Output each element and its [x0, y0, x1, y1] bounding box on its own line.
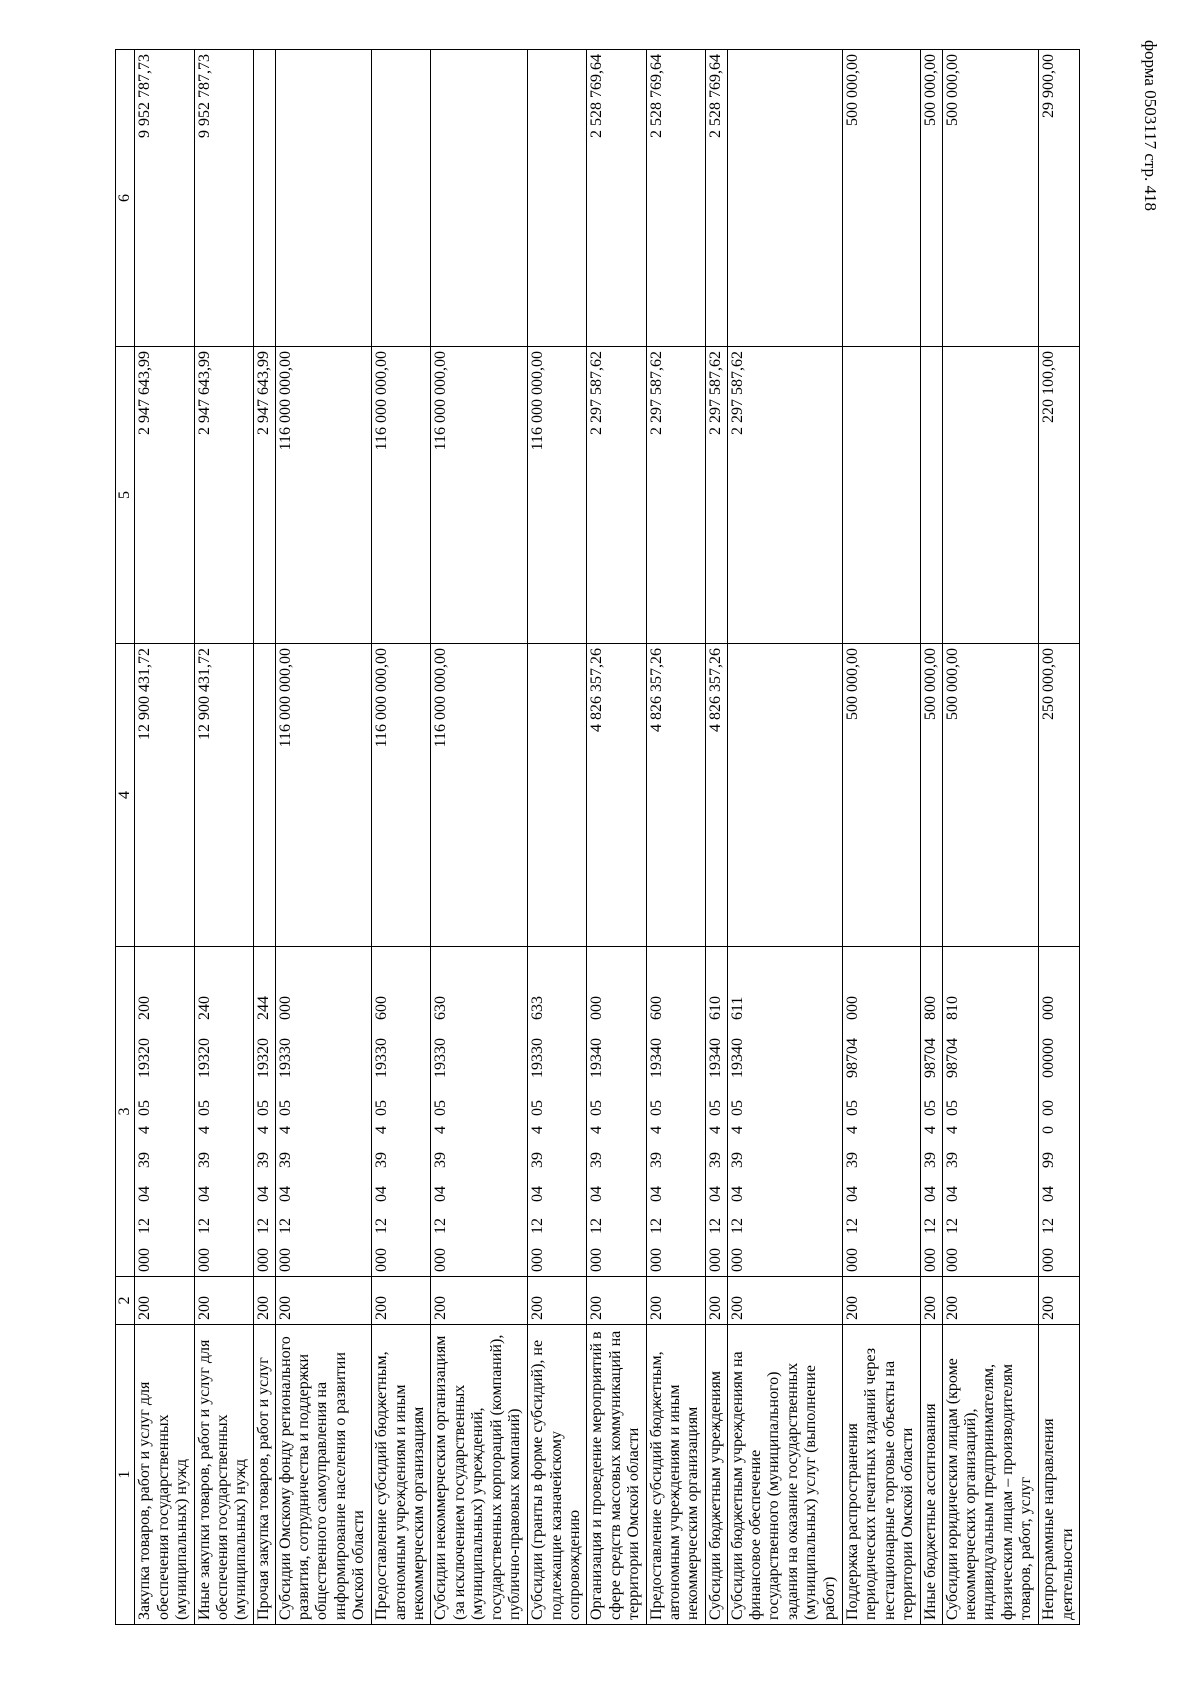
code-segment: 4 [706, 1126, 724, 1134]
code-segment: 200 [136, 996, 154, 1020]
code-segment: 600 [647, 996, 665, 1020]
code-segment: 04 [647, 1186, 665, 1202]
row-name: Иные закупки товаров, работ и услуг для обеспечения государственных (муниципальных) нужд [194, 1325, 253, 1625]
code-segment: 39 [276, 1152, 294, 1168]
row-executed [842, 347, 920, 644]
table-row [705, 50, 727, 1625]
row-executed: 2 297 587,62 [705, 347, 727, 644]
code-segment: 19330 [432, 1038, 450, 1078]
row-unexecuted: 500 000,00 [842, 50, 920, 347]
code-segment: 04 [1040, 1186, 1058, 1202]
code-segment: 4 [432, 1126, 450, 1134]
code-segment: 39 [136, 1152, 154, 1168]
code-segment: 04 [432, 1186, 450, 1202]
code-segment: 240 [195, 996, 213, 1020]
table-row [135, 50, 194, 1625]
row-executed: 2 947 643,99 [135, 347, 194, 644]
row-budget-code [253, 947, 275, 1277]
row-approved: 116 000 000,00 [372, 644, 431, 947]
row-name: Субсидии бюджетным учреждениям на финансовое обеспечение государственного (муниципального) задания на оказание государственных (муниципальных) услуг (выполнение работ) [727, 1325, 842, 1625]
row-line-code: 200 [587, 1277, 646, 1325]
code-segment: 05 [254, 1100, 272, 1116]
row-approved: 500 000,00 [842, 644, 920, 947]
row-approved: 4 826 357,26 [705, 644, 727, 947]
row-name: Предоставление субсидий бюджетным, автономным учреждениям и иным некоммерческим организациям [646, 1325, 705, 1625]
row-name: Поддержка распространения периодических печатных изданий через нестационарные торговые объекты на территории Омской области [842, 1325, 920, 1625]
row-budget-code [431, 947, 528, 1277]
code-segment: 05 [728, 1100, 746, 1116]
code-segment: 610 [706, 996, 724, 1020]
row-unexecuted: 9 952 787,73 [194, 50, 253, 347]
code-segment: 000 [921, 1248, 939, 1272]
row-executed: 116 000 000,00 [431, 347, 528, 644]
code-segment: 000 [588, 996, 606, 1020]
code-segment: 000 [276, 1248, 294, 1272]
row-unexecuted: 29 900,00 [1039, 50, 1080, 347]
table-row [431, 50, 528, 1625]
row-executed: 116 000 000,00 [372, 347, 431, 644]
row-executed [920, 347, 942, 644]
code-segment: 000 [1040, 996, 1058, 1020]
row-approved [727, 644, 842, 947]
code-segment: 4 [254, 1126, 272, 1134]
code-segment: 4 [943, 1126, 961, 1134]
code-segment: 000 [276, 996, 294, 1020]
form-label: форма 0503117 стр. 418 [1141, 40, 1160, 211]
row-approved [253, 644, 275, 947]
code-segment: 19330 [276, 1038, 294, 1078]
code-segment: 04 [588, 1186, 606, 1202]
row-executed: 116 000 000,00 [528, 347, 587, 644]
code-segment: 4 [195, 1126, 213, 1134]
code-segment: 810 [943, 996, 961, 1020]
row-approved: 12 900 431,72 [194, 644, 253, 947]
code-segment: 05 [529, 1100, 547, 1116]
code-segment: 12 [254, 1218, 272, 1234]
row-approved: 12 900 431,72 [135, 644, 194, 947]
row-unexecuted [727, 50, 842, 347]
code-segment: 19320 [254, 1038, 272, 1078]
code-segment: 39 [254, 1152, 272, 1168]
code-segment: 12 [373, 1218, 391, 1234]
code-segment: 19340 [706, 1038, 724, 1078]
code-segment: 244 [254, 996, 272, 1020]
code-segment: 000 [529, 1248, 547, 1272]
row-executed: 220 100,00 [1039, 347, 1080, 644]
code-segment: 12 [706, 1218, 724, 1234]
row-executed: 2 297 587,62 [727, 347, 842, 644]
code-segment: 04 [706, 1186, 724, 1202]
table-row [646, 50, 705, 1625]
row-executed: 2 297 587,62 [587, 347, 646, 644]
code-segment: 19340 [647, 1038, 665, 1078]
row-unexecuted [253, 50, 275, 347]
row-unexecuted [528, 50, 587, 347]
row-unexecuted: 500 000,00 [920, 50, 942, 347]
row-line-code: 200 [646, 1277, 705, 1325]
code-segment: 12 [276, 1218, 294, 1234]
table-row [842, 50, 920, 1625]
row-unexecuted: 2 528 769,64 [705, 50, 727, 347]
code-segment: 39 [588, 1152, 606, 1168]
code-segment: 04 [136, 1186, 154, 1202]
row-name: Субсидии (гранты в форме субсидий), не подлежащие казначейскому сопровождению [528, 1325, 587, 1625]
code-segment: 98704 [843, 1038, 861, 1078]
code-segment: 000 [432, 1248, 450, 1272]
header-cell-4: 4 [116, 644, 135, 947]
code-segment: 04 [254, 1186, 272, 1202]
code-segment: 000 [943, 1248, 961, 1272]
code-segment: 000 [373, 1248, 391, 1272]
code-segment: 39 [195, 1152, 213, 1168]
table-row [372, 50, 431, 1625]
row-line-code: 200 [1039, 1277, 1080, 1325]
row-unexecuted: 2 528 769,64 [646, 50, 705, 347]
code-segment: 000 [1040, 1248, 1058, 1272]
code-segment: 611 [728, 996, 746, 1020]
code-segment: 4 [921, 1126, 939, 1134]
row-unexecuted [275, 50, 372, 347]
row-approved [528, 644, 587, 947]
code-segment: 600 [373, 996, 391, 1020]
header-row [116, 50, 135, 1625]
row-executed: 2 947 643,99 [194, 347, 253, 644]
row-line-code: 200 [194, 1277, 253, 1325]
code-segment: 12 [647, 1218, 665, 1234]
row-budget-code [372, 947, 431, 1277]
row-approved: 116 000 000,00 [431, 644, 528, 947]
code-segment: 04 [728, 1186, 746, 1202]
row-executed [942, 347, 1039, 644]
code-segment: 04 [373, 1186, 391, 1202]
row-name: Субсидии некоммерческим организациям (за исключением государственных (муниципальных) учреждений, государственных корпораций (компаний), публично-правовых компаний) [431, 1325, 528, 1625]
code-segment: 05 [588, 1100, 606, 1116]
row-budget-code [942, 947, 1039, 1277]
code-segment: 39 [943, 1152, 961, 1168]
code-segment: 39 [432, 1152, 450, 1168]
code-segment: 000 [728, 1248, 746, 1272]
row-name: Субсидии юридическим лицам (кроме некоммерческих организаций), индивидуальным предпринимателям, физическим лицам – производителям товаров, работ, услуг [942, 1325, 1039, 1625]
code-segment: 000 [843, 996, 861, 1020]
row-line-code: 200 [372, 1277, 431, 1325]
header-cell-1: 1 [116, 1325, 135, 1625]
code-segment: 39 [373, 1152, 391, 1168]
table-row [920, 50, 942, 1625]
row-approved: 116 000 000,00 [275, 644, 372, 947]
code-segment: 4 [373, 1126, 391, 1134]
code-segment: 000 [647, 1248, 665, 1272]
row-line-code: 200 [920, 1277, 942, 1325]
row-approved: 500 000,00 [920, 644, 942, 947]
code-segment: 000 [706, 1248, 724, 1272]
code-segment: 800 [921, 996, 939, 1020]
table-row [727, 50, 842, 1625]
code-segment: 000 [843, 1248, 861, 1272]
code-segment: 04 [921, 1186, 939, 1202]
code-segment: 98704 [943, 1038, 961, 1078]
row-name: Субсидии бюджетным учреждениям [705, 1325, 727, 1625]
row-line-code: 200 [942, 1277, 1039, 1325]
row-budget-code [646, 947, 705, 1277]
code-segment: 05 [432, 1100, 450, 1116]
code-segment: 05 [276, 1100, 294, 1116]
row-unexecuted [431, 50, 528, 347]
code-segment: 12 [136, 1218, 154, 1234]
row-unexecuted: 500 000,00 [942, 50, 1039, 347]
code-segment: 19330 [529, 1038, 547, 1078]
row-line-code: 200 [727, 1277, 842, 1325]
row-name: Организация и проведение мероприятий в сфере средств массовых коммуникаций на территории Омской области [587, 1325, 646, 1625]
code-segment: 12 [432, 1218, 450, 1234]
code-segment: 05 [943, 1100, 961, 1116]
row-name: Предоставление субсидий бюджетным, автономным учреждениям и иным некоммерческим организациям [372, 1325, 431, 1625]
code-segment: 05 [843, 1100, 861, 1116]
code-segment: 000 [136, 1248, 154, 1272]
header-cell-3: 3 [116, 947, 135, 1277]
code-segment: 000 [195, 1248, 213, 1272]
rotated-page [115, 50, 1080, 1625]
code-segment: 4 [136, 1126, 154, 1134]
row-line-code: 200 [253, 1277, 275, 1325]
table-row [275, 50, 372, 1625]
table-row [1039, 50, 1080, 1625]
code-segment: 00000 [1040, 1038, 1058, 1078]
code-segment: 4 [276, 1126, 294, 1134]
code-segment: 05 [647, 1100, 665, 1116]
code-segment: 99 [1040, 1152, 1058, 1168]
table-body [116, 50, 1080, 1625]
row-approved: 500 000,00 [942, 644, 1039, 947]
header-cell-6: 6 [116, 50, 135, 347]
table-row [942, 50, 1039, 1625]
row-unexecuted: 2 528 769,64 [587, 50, 646, 347]
row-budget-code [1039, 947, 1080, 1277]
row-executed: 2 297 587,62 [646, 347, 705, 644]
code-segment: 19340 [588, 1038, 606, 1078]
code-segment: 05 [921, 1100, 939, 1116]
code-segment: 39 [921, 1152, 939, 1168]
row-budget-code [194, 947, 253, 1277]
row-name: Прочая закупка товаров, работ и услуг [253, 1325, 275, 1625]
code-segment: 12 [195, 1218, 213, 1234]
budget-table [115, 49, 1080, 1625]
table-row [194, 50, 253, 1625]
code-segment: 05 [373, 1100, 391, 1116]
code-segment: 04 [943, 1186, 961, 1202]
code-segment: 05 [195, 1100, 213, 1116]
code-segment: 12 [588, 1218, 606, 1234]
row-executed: 116 000 000,00 [275, 347, 372, 644]
code-segment: 12 [943, 1218, 961, 1234]
row-name: Субсидии Омскому фонду регионального развития, сотрудничества и поддержки общественного самоуправления на информирование населения о развитии Омской области [275, 1325, 372, 1625]
code-segment: 4 [728, 1126, 746, 1134]
code-segment: 19320 [136, 1038, 154, 1078]
row-name: Закупка товаров, работ и услуг для обеспечения государственных (муниципальных) нужд [135, 1325, 194, 1625]
code-segment: 98704 [921, 1038, 939, 1078]
row-name: Иные бюджетные ассигнования [920, 1325, 942, 1625]
header-cell-5: 5 [116, 347, 135, 644]
code-segment: 630 [432, 996, 450, 1020]
row-approved: 4 826 357,26 [646, 644, 705, 947]
code-segment: 4 [588, 1126, 606, 1134]
row-approved: 4 826 357,26 [587, 644, 646, 947]
code-segment: 04 [195, 1186, 213, 1202]
code-segment: 19340 [728, 1038, 746, 1078]
code-segment: 04 [276, 1186, 294, 1202]
code-segment: 19330 [373, 1038, 391, 1078]
row-line-code: 200 [135, 1277, 194, 1325]
code-segment: 00 [1040, 1100, 1058, 1116]
header-cell-2: 2 [116, 1277, 135, 1325]
code-segment: 39 [647, 1152, 665, 1168]
code-segment: 12 [1040, 1218, 1058, 1234]
row-budget-code [135, 947, 194, 1277]
code-segment: 05 [706, 1100, 724, 1116]
code-segment: 4 [647, 1126, 665, 1134]
row-budget-code [528, 947, 587, 1277]
row-executed: 2 947 643,99 [253, 347, 275, 644]
row-line-code: 200 [528, 1277, 587, 1325]
code-segment: 04 [843, 1186, 861, 1202]
row-line-code: 200 [705, 1277, 727, 1325]
row-budget-code [587, 947, 646, 1277]
row-line-code: 200 [275, 1277, 372, 1325]
code-segment: 4 [843, 1126, 861, 1134]
code-segment: 19320 [195, 1038, 213, 1078]
code-segment: 000 [254, 1248, 272, 1272]
code-segment: 39 [843, 1152, 861, 1168]
row-unexecuted [372, 50, 431, 347]
row-line-code: 200 [431, 1277, 528, 1325]
code-segment: 39 [529, 1152, 547, 1168]
row-budget-code [727, 947, 842, 1277]
code-segment: 12 [921, 1218, 939, 1234]
code-segment: 05 [136, 1100, 154, 1116]
code-segment: 633 [529, 996, 547, 1020]
row-budget-code [705, 947, 727, 1277]
code-segment: 4 [529, 1126, 547, 1134]
code-segment: 12 [529, 1218, 547, 1234]
row-name: Непрограммные направления деятельности [1039, 1325, 1080, 1625]
code-segment: 0 [1040, 1126, 1058, 1134]
row-line-code: 200 [842, 1277, 920, 1325]
row-budget-code [842, 947, 920, 1277]
code-segment: 39 [728, 1152, 746, 1168]
table-row [528, 50, 587, 1625]
code-segment: 04 [529, 1186, 547, 1202]
table-row [587, 50, 646, 1625]
row-approved: 250 000,00 [1039, 644, 1080, 947]
row-budget-code [275, 947, 372, 1277]
row-unexecuted: 9 952 787,73 [135, 50, 194, 347]
code-segment: 12 [728, 1218, 746, 1234]
code-segment: 12 [843, 1218, 861, 1234]
code-segment: 000 [588, 1248, 606, 1272]
table-row [253, 50, 275, 1625]
code-segment: 39 [706, 1152, 724, 1168]
row-budget-code [920, 947, 942, 1277]
